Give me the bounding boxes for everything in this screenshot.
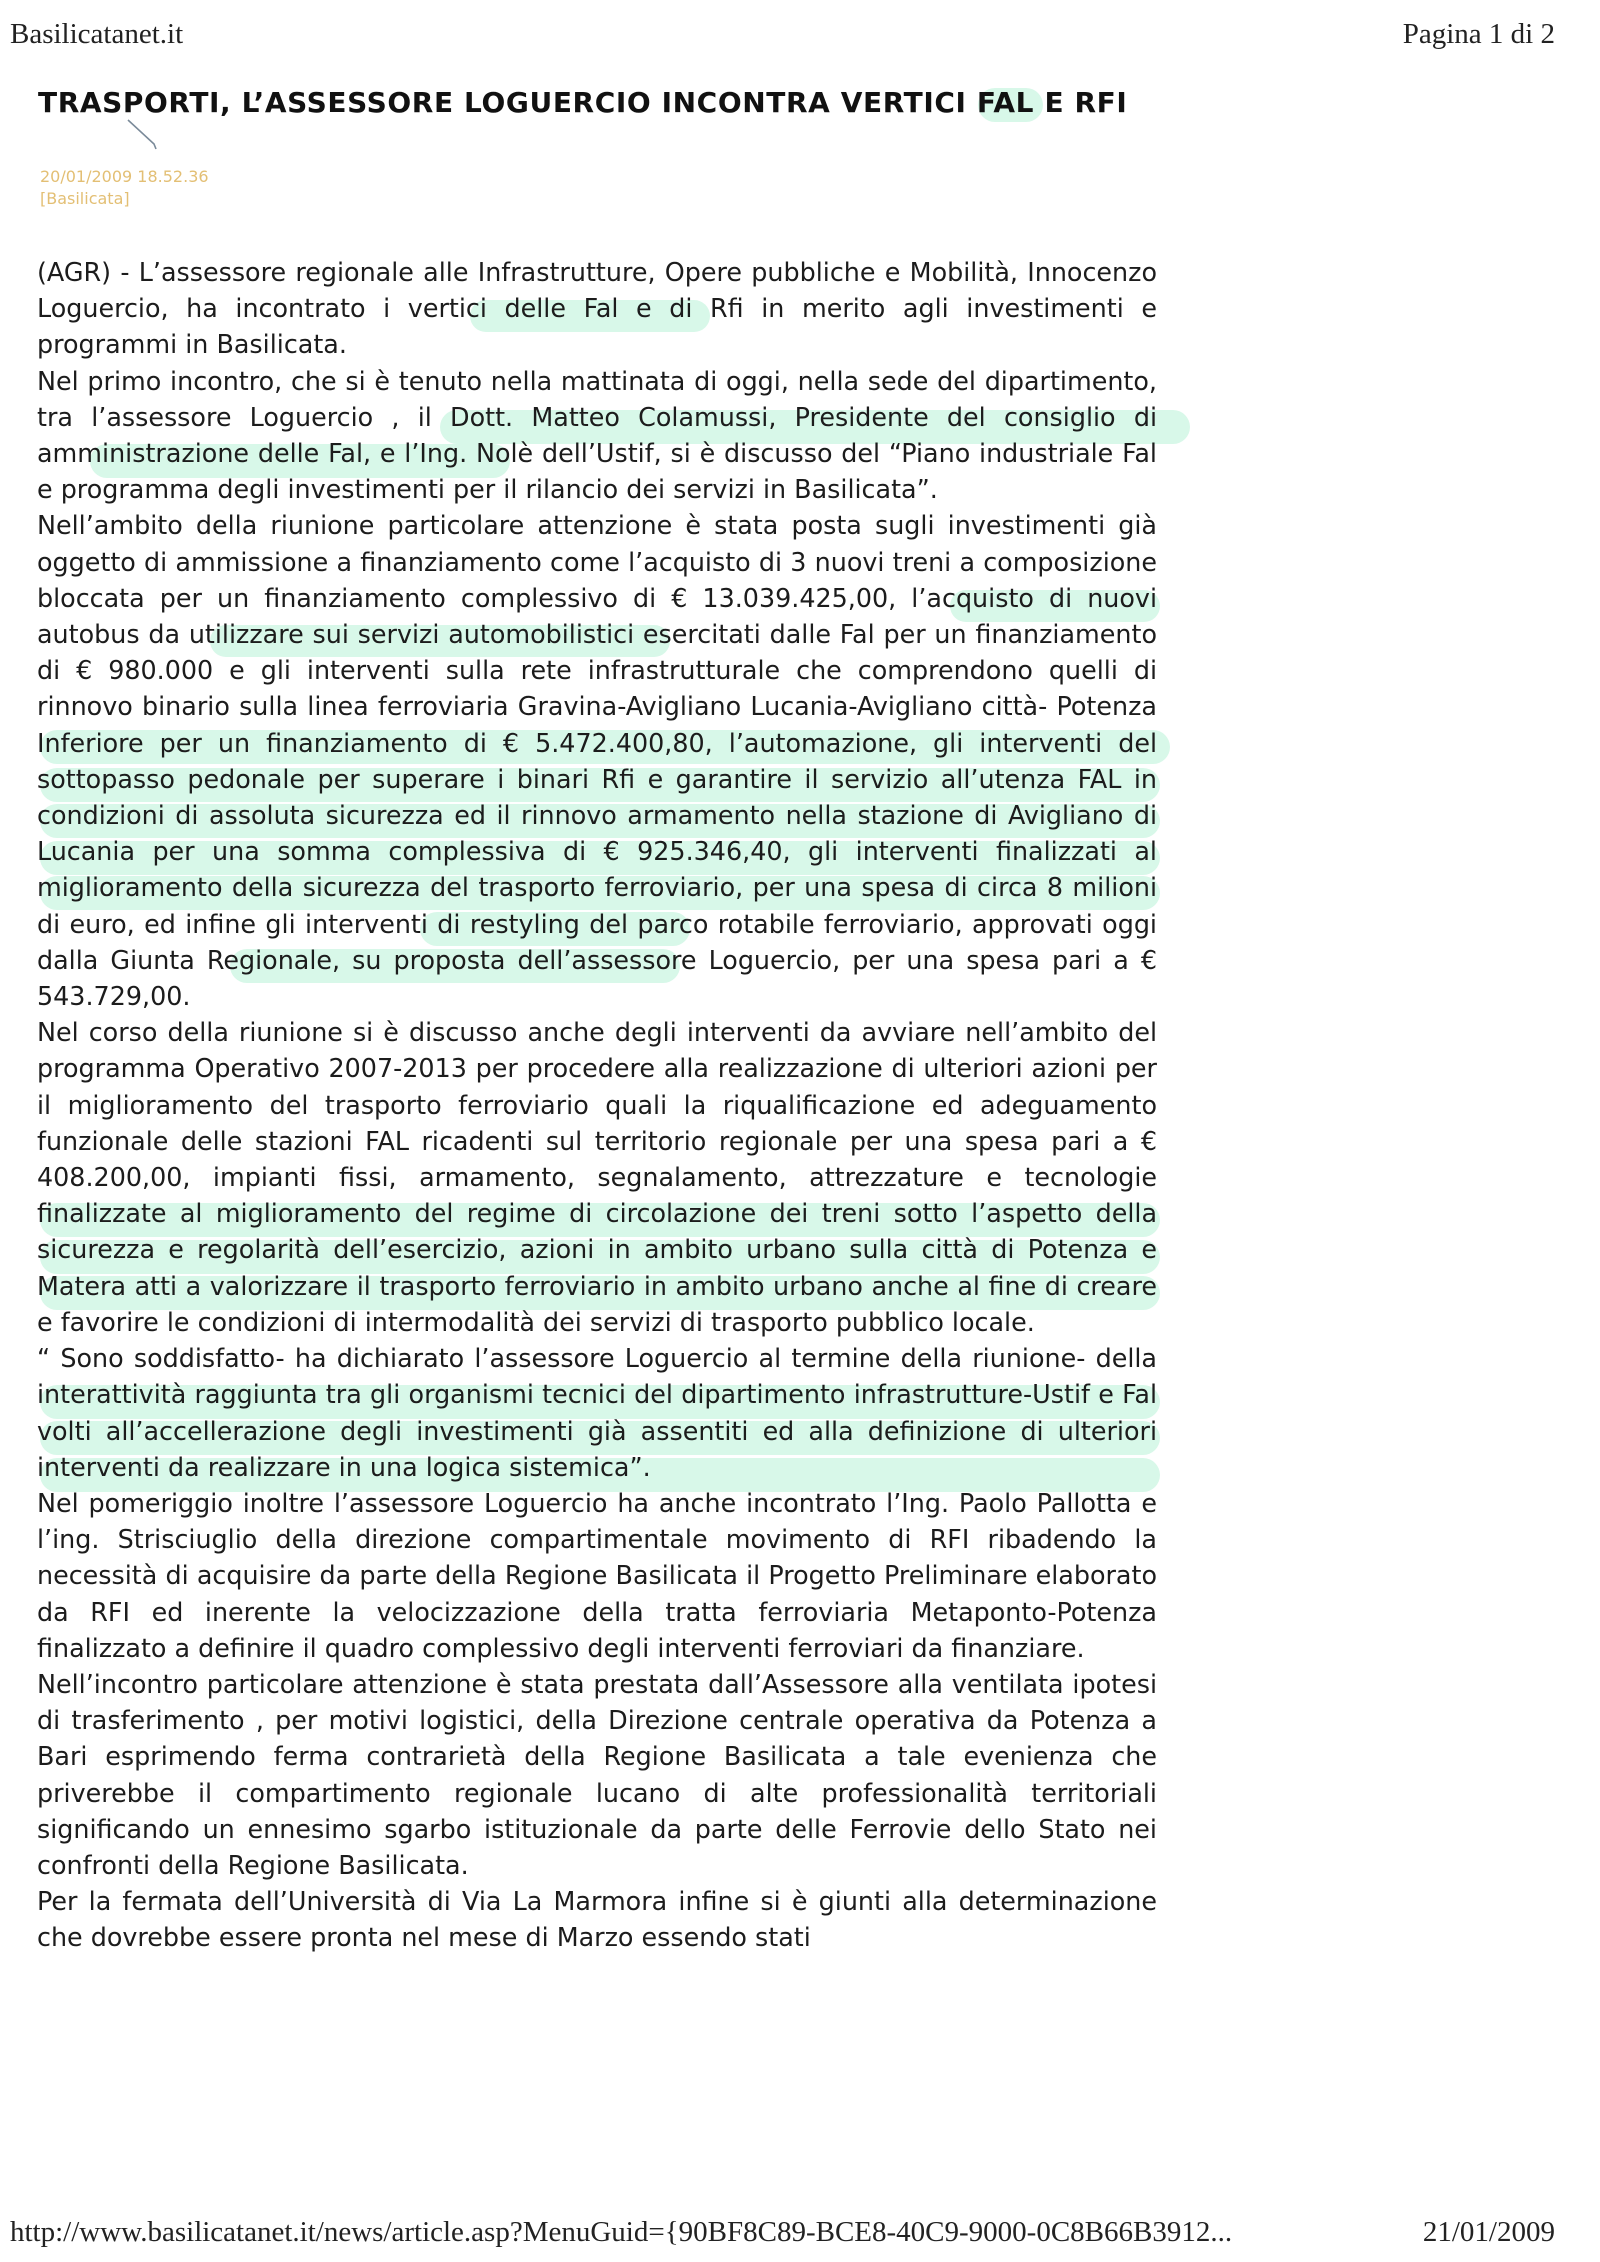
print-date: 21/01/2009: [1422, 2216, 1555, 2248]
print-header: [10, 18, 1555, 51]
site-name: Basilicatanet.it: [10, 18, 184, 50]
article-paragraph: Nel primo incontro, che si è tenuto nella mattinata di oggi, nella sede del dipartimento, tra l’assessore Loguercio , il Dott. Matteo Colamussi, Presidente del consiglio di amministrazione delle Fal, e l’Ing. Nolè dell’Ustif, si è discusso del “Piano industriale Fal e programma degli investimenti per il rilancio dei servizi in Basilicata”.: [37, 365, 1157, 505]
article-url: http://www.basilicatanet.it/news/article.asp?MenuGuid={90BF8C89-BCE8-40C9-9000-0C8B66B3912...: [10, 2216, 1233, 2248]
article-paragraph: Nel corso della riunione si è discusso anche degli interventi da avviare nell’ambito del programma Operativo 2007-2013 per procedere alla realizzazione di ulteriori azioni per il miglioramento del trasporto ferroviario quali la riqualificazione ed adeguamento funzionale delle stazioni FAL ricadenti sul territorio regionale per una spesa pari a € 408.200,00, impianti fissi, armamento, segnalamento, attrezzature e tecnologie finalizzate al miglioramento del regime di circolazione dei treni sotto l’aspetto della sicurezza e regolarità dell’esercizio, azioni in ambito urbano sulla città di Potenza e Matera atti a valorizzare il trasporto ferroviario in ambito urbano anche al fine di creare e favorire le condizioni di intermodalità dei servizi di trasporto pubblico locale.: [37, 1017, 1157, 1337]
page-indicator: Pagina 1 di 2: [1402, 18, 1555, 50]
article-paragraph: Nell’ambito della riunione particolare attenzione è stata posta sugli investimenti già oggetto di ammissione a finanziamento come l’acquisto di 3 nuovi treni a composizione bloccata per un finanziamento complessivo di € 13.039.425,00, l’acquisto di nuovi autobus da utilizzare sui servizi automobilistici esercitati dalle Fal per un finanziamento di € 980.000 e gli interventi sulla rete infrastrutturale che comprendono quelli di rinnovo binario sulla linea ferroviaria Gravina-Avigliano Lucania-Avigliano città- Potenza Inferiore per un finanziamento di € 5.472.400,80, l’automazione, gli interventi del sottopasso pedonale per superare i binari Rfi e garantire il servizio all’utenza FAL in condizioni di assoluta sicurezza ed il rinnovo armamento nella stazione di Avigliano di Lucania per una somma complessiva di € 925.346,40, gli interventi finalizzati al miglioramento della sicurezza del trasporto ferroviario, per una spesa di circa 8 milioni di euro, ed infine gli interventi di restyling del parco rotabile ferroviario, approvati oggi dalla Giunta Regionale, su proposta dell’assessore Loguercio, per una spesa pari a € 543.729,00.: [37, 510, 1157, 1012]
article-paragraph: Per la fermata dell’Università di Via La Marmora infine si è giunti alla determinazione che dovrebbe essere pronta nel mese di Marzo essendo stati: [37, 1886, 1157, 1953]
article-paragraph: Nel pomeriggio inoltre l’assessore Loguercio ha anche incontrato l’Ing. Paolo Pallotta e l’ing. Strisciuglio della direzione compartimentale movimento di RFI ribadendo la necessità di acquisire da parte della Regione Basilicata il Progetto Preliminare elaborato da RFI ed inerente la velocizzazione della tratta ferroviaria Metaponto-Potenza finalizzato a definire il quadro complessivo degli interventi ferroviari da finanziare.: [37, 1487, 1157, 1663]
article-title: TRASPORTI, L’ASSESSORE LOGUERCIO INCONTRA VERTICI FAL E RFI: [38, 86, 1128, 119]
pen-stroke-icon: [126, 118, 166, 152]
article-paragraph: (AGR) - L’assessore regionale alle Infrastrutture, Opere pubbliche e Mobilità, Innocenzo Loguercio, ha incontrato i vertici delle Fal e di Rfi in merito agli investimenti e programmi in Basilicata.: [37, 257, 1157, 360]
print-footer: [10, 2216, 1555, 2249]
article-paragraph: Nell’incontro particolare attenzione è stata prestata dall’Assessore alla ventilata ipotesi di trasferimento , per motivi logistici, della Direzione centrale operativa da Potenza a Bari esprimendo ferma contrarietà della Regione Basilicata a tale evenienza che priverebbe il compartimento regionale lucano di alte professionalità territoriali significando un ennesimo sgarbo istituzionale da parte delle Ferrovie dello Stato nei confronti della Regione Basilicata.: [37, 1668, 1157, 1880]
article-paragraph: “ Sono soddisfatto- ha dichiarato l’assessore Loguercio al termine della riunione- della interattività raggiunta tra gli organismi tecnici del dipartimento infrastrutture-Ustif e Fal volti all’accellerazione degli investimenti già assentiti ed alla definizione di ulteriori interventi da realizzare in una logica sistemica”.: [37, 1343, 1157, 1482]
article-body: [37, 254, 1157, 1956]
article-category: [Basilicata]: [40, 189, 130, 208]
article-meta: [40, 166, 209, 210]
article-date: 20/01/2009 18.52.36: [40, 167, 209, 186]
